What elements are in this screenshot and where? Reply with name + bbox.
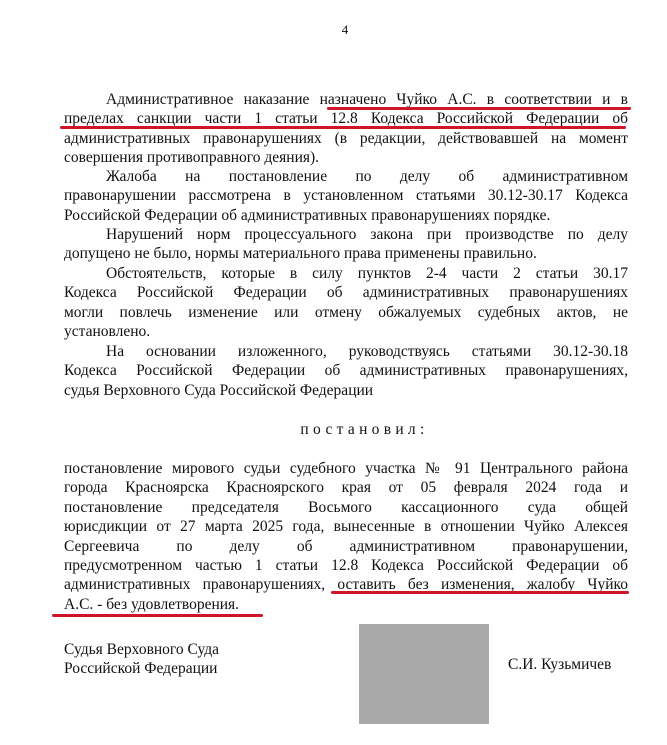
resolution-heading: постановил: [300, 421, 429, 438]
text-line: Административное наказание назначено Чуйко А.С. в соответствии и в [106, 91, 628, 108]
text-line: Кодекса Российской Федерации об административных правонарушениях [64, 284, 628, 302]
text-line: города Красноярска Красноярского края от 05 февраля 2024 года и [64, 479, 628, 497]
judge-title [64, 640, 219, 679]
text-line: Сергеевича по делу об административном правонарушении, [64, 537, 628, 555]
paragraph-4 [64, 264, 628, 342]
text-line: На основании изложенного, руководствуясь статьями 30.12-30.18 [106, 343, 628, 360]
text-line: могли повлечь изменение или отмену обжалуемых судебных актов, не [64, 303, 628, 321]
redacted-signature [359, 624, 489, 724]
text-line: пределах санкции части 1 статьи 12.8 Кодекса Российской Федерации об [64, 110, 628, 128]
text-line: правонарушении рассмотрена в установленном статьями 30.12-30.17 Кодекса [64, 187, 628, 205]
text-line: Обстоятельств, которые в силу пунктов 2-4 части 2 статьи 30.17 [106, 265, 628, 282]
text-line: судья Верховного Суда Российской Федерации [64, 381, 374, 399]
text-line: Кодекса Российской Федерации об административных правонарушениях, [64, 362, 628, 380]
text-line: административных правонарушениях, оставить без изменения, жалобу Чуйко [64, 576, 628, 594]
page-number: 4 [341, 22, 349, 37]
highlight-underline [331, 591, 629, 594]
highlight-underline [52, 614, 263, 617]
text-line: Жалоба на постановление по делу об административном [106, 168, 628, 185]
text-line: Нарушений норм процессуального закона при производстве по делу [106, 226, 628, 243]
highlight-underline [327, 107, 631, 110]
text-line: Российской Федерации об административных правонарушениях порядке. [64, 206, 551, 224]
text-line: постановление мирового судьи судебного участка № 91 Центрального района [64, 460, 628, 477]
paragraph-3 [64, 225, 628, 264]
judge-title-line-2: Российской Федерации [64, 660, 218, 678]
paragraph-5 [64, 342, 628, 400]
text-line: допущено не было, нормы материального права применены правильно. [64, 245, 537, 263]
text-line: предусмотренном частью 1 статьи 12.8 Кодекса Российской Федерации об [64, 557, 628, 575]
text-line: административных правонарушениях (в редакции, действовавшей на момент [64, 129, 628, 147]
judge-title-line-1: Судья Верховного Суда [64, 641, 220, 658]
text-line: А.С. - без удовлетворения. [64, 595, 240, 613]
highlight-underline [60, 126, 626, 129]
judge-name: С.И. Кузьмичев [508, 656, 612, 673]
text-line: постановление председателя Восьмого кассационного суда общей [64, 498, 628, 516]
text-line: юрисдикции от 27 марта 2025 года, вынесенные в отношении Чуйко Алексея [64, 518, 628, 536]
paragraph-2 [64, 167, 628, 225]
text-line: совершения противоправного деяния). [64, 149, 320, 167]
text-line: установлено. [64, 323, 151, 341]
